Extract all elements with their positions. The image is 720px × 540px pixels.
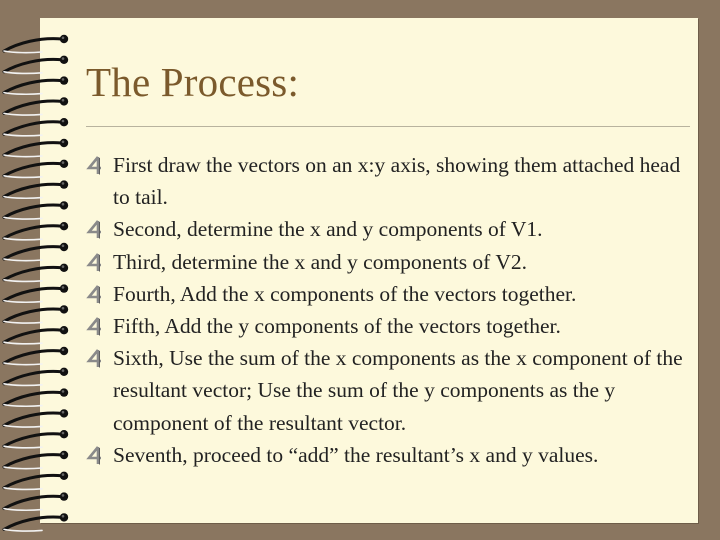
bullet-text: Fourth, Add the x components of the vectors together. <box>113 281 577 306</box>
list-item <box>86 342 686 439</box>
bullet-text: Sixth, Use the sum of the x components as the x component of the resultant vector; Use the sum of the y components as the y component of the resultant vector. <box>113 346 683 435</box>
list-item <box>86 149 686 213</box>
digit-four-bullet-icon <box>86 252 106 272</box>
list-item <box>86 310 686 342</box>
spiral-binding-icon <box>0 0 80 540</box>
title-divider <box>86 126 690 127</box>
list-item <box>86 246 686 278</box>
bullet-text: Seventh, proceed to “add” the resultant’s x and y values. <box>113 442 599 467</box>
digit-four-bullet-icon <box>86 155 106 175</box>
bullet-text: First draw the vectors on an x:y axis, showing them attached head to tail. <box>113 153 681 210</box>
digit-four-bullet-icon <box>86 284 106 304</box>
digit-four-bullet-icon <box>86 219 106 239</box>
list-item <box>86 439 686 471</box>
slide-title: The Process: <box>86 59 300 105</box>
digit-four-bullet-icon <box>86 348 106 368</box>
digit-four-bullet-icon <box>86 445 106 465</box>
bullet-text: Third, determine the x and y components of V2. <box>113 249 527 274</box>
bullet-list <box>86 149 686 471</box>
digit-four-bullet-icon <box>86 316 106 336</box>
bullet-text: Second, determine the x and y components of V1. <box>113 217 543 242</box>
list-item <box>86 278 686 310</box>
list-item <box>86 213 686 245</box>
bullet-text: Fifth, Add the y components of the vectors together. <box>113 314 561 339</box>
